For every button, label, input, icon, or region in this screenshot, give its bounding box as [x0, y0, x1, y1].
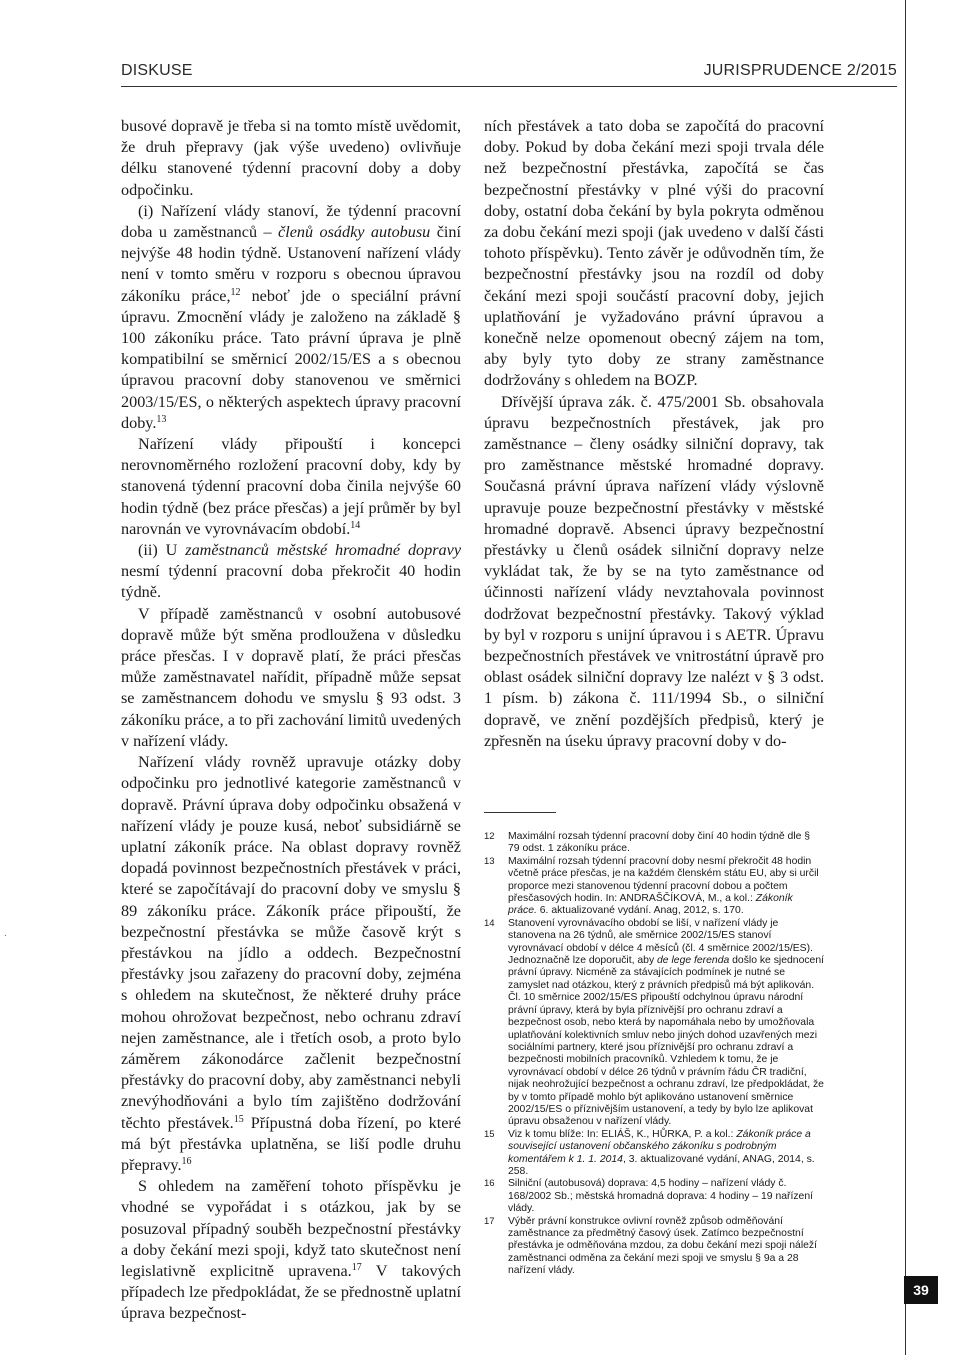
- paragraph: Nařízení vlády rovněž upravuje otázky doby odpočinku pro jednotlivé kategorie zaměstnanců v dopravě. Právní úprava doby odpočinku obsažená v nařízení vlády je pouze kusá, neboť subsidiárně se uplatní zákoník práce. Na oblast dopravy rovněž dopadá povinnost bezpečnostních přestávek v práci, které se započítávají do pracovní doby ve smyslu § 89 zákoníku práce. Zákoník práce připouští, že bezpečnostní přestávka se může časově krýt s přestávkou na jídlo a oddech. Bezpečnostní přestávky jsou zařazeny do pracovní doby, zejména s ohledem na skutečnost, že některé druhy práce mohou ohrožovat bezpečnost, nebo ochranu zdraví nejen zaměstnance, ale i třetích osob, a proto bylo záměrem zákonodárce začlenit bezpečnostní přestávky do pracovní doby, aby zaměstnanci nebyli znevýhodňováni a bylo tím zajištěno dodržování těchto přestávek.$^{15}$ Přípustná doba řízení, po které má být přestávka uplatněna, se liší podle druhu přepravy.$^{16}$: [121, 753, 462, 1174]
- footnote-text: 6. aktualizované vydání. Anag, 2012, s. 170.: [536, 905, 744, 917]
- header-rule: [121, 86, 897, 87]
- footnote-number: 13: [484, 855, 495, 867]
- footnote-16: [484, 1178, 824, 1215]
- paragraph: (i) Nařízení vlády stanoví, že týdenní pracovní doba u zaměstnanců – členů osádky autobusu činí nejvýše 48 hodin týdně. Ustanovení nařízení vlády není v tomto směru v rozporu s obecnou úpravou zákoníku práce,$^{12}$ neboť jde o speciální právní úpravu. Zmocnění vlády je založeno na základě § 100 zákoníku práce. Tato právní úprava je plně kompatibilní se směrnicí 2002/15/ES a s obecnou úpravou pracovní doby stanovenou ve směrnici 2003/15/ES, o některých aspektech úpravy pracovní doby.$^{13}$: [121, 201, 462, 432]
- footnote-17: [484, 1216, 824, 1278]
- right-column: [484, 116, 824, 752]
- footnote-text: , 3. aktualizované vydání, ANAG, 2014, s. 258.: [508, 1153, 815, 1177]
- footnote-text: Maximální rozsah týdenní pracovní doby činí 40 hodin týdně dle § 79 odst. 1 zákoníku práce.: [508, 831, 811, 855]
- footnote-italic-text: de lege ferenda: [657, 955, 730, 967]
- footnote-14: [484, 918, 824, 1129]
- footnote-15: [484, 1129, 824, 1179]
- journal-title: JURISPRUDENCE 2/2015: [703, 62, 897, 79]
- left-column: [121, 116, 461, 1325]
- footnote-italic-text: Zákoník práce a související ustanovení občanského zákoníku s podrobným komentářem k 1. 1. 2014: [508, 1128, 811, 1165]
- stray-mark: .: [4, 928, 7, 939]
- paragraph: ních přestávek a tato doba se započítá do pracovní doby. Pokud by doba čekání mezi spoji trvala déle než bezpečnostní přestávka, započítá se čas bezpečnostní přestávky v plné výši do pracovní doby, ostatní doba čekání by byla pokryta odměnou za dobu čekání mezi spoji (jak uvedeno v další části tohoto příspěvku). Tento závěr je odůvodněn tím, že bezpečnostní přestávky jsou na rozdíl od doby čekání mezi spoji součástí pracovní doby, jejich uplatňování je vyžadováno právní úpravou a konečně nelze opomenout obecný zájem na tom, aby byly tyto doby ze strany zaměstnance dodržovány s ohledem na BOZP.: [484, 117, 824, 390]
- footnote-text: Maximální rozsah týdenní pracovní doby nesmí překročit 48 hodin včetně práce přesčas, je na každém členském státu EU, aby si určil proporce mezi stanovenou týdenní pracovní dobou a počtem přesčasových hodin. In: ANDRAŠČÍKOVÁ, M., a kol.:: [508, 855, 819, 905]
- footnote-number: 14: [484, 917, 495, 929]
- footnote-italic-text: Zákoník práce.: [508, 893, 793, 917]
- footnote-ref[interactable]: 13: [156, 413, 167, 425]
- footnote-ref[interactable]: 12: [230, 286, 241, 298]
- footnote-12: [484, 831, 824, 856]
- paragraph: Nařízení vlády připouští i koncepci nerovnoměrného rozložení pracovní doby, kdy by stanovená týdenní pracovní doba činila nejvýše 60 hodin týdně (bez práce přesčas) a její průměr by byl narovnán ve vyrovnávacím období.$^{14}$: [121, 435, 461, 538]
- footnote-ref[interactable]: 16: [181, 1155, 192, 1167]
- footnote-text: Výběr právní konstrukce ovlivní rovněž způsob odměňování zaměstnance za předmětný časový úsek. Zatímco bezpečnostní přestávka je odměňována mzdou, za dobu čekání mezi spoji náleží zaměstnanci odměna za čekání mezi spoji ve smyslu § 9a a 28 nařízení vlády.: [508, 1215, 818, 1277]
- paragraph: busové dopravě je třeba si na tomto místě uvědomit, že druh přepravy (jak výše uvedeno) ovlivňuje délku stanovené týdenní pracovní doby a doby odpočinku.: [121, 117, 461, 199]
- footnote-13: [484, 856, 824, 918]
- footnote-number: 12: [484, 831, 495, 842]
- paragraph: V případě zaměstnanců v osobní autobusové dopravě může být směna prodloužena v důsledku práce přesčas. I v dopravě platí, že práci přesčas může zaměstnavatel nařídit, případně může sepsat se zaměstnancem dohodu ve smyslu § 93 odst. 3 zákoníku práce, a to při zachování limitů uvedených v nařízení vlády.: [121, 604, 461, 750]
- footnote-text: Silniční (autobusová) doprava: 4,5 hodiny – nařízení vlády č. 168/2002 Sb.; městská hromadná doprava: 4 hodiny – 19 nařízení vlády.: [508, 1178, 813, 1215]
- footnote-number: 17: [484, 1215, 495, 1227]
- footnote-ref[interactable]: 17: [351, 1261, 362, 1273]
- footnote-text: došlo ke sjednocení právní úpravy. Nicméně za stávajících podmínek je nutné se zamyslet nad otázkou, který z právních předpisů má být aplikován. Čl. 10 směrnice 2002/15/ES připouští odchylnou úpravu národní právní úpravy, která by byla příznivější pro ochranu zdraví a bezpečnost osob, nebo která by napomáhala nebo by umožňovala uplatňování kolektivních smluv nebo jiných dohod uzavřených mezi sociálními partnery, které jsou příznivější pro ochranu zdraví a bezpečnosti mobilních pracovníků. Vzhledem k tomu, že je vyrovnávací období v délce 26 týdnů v právním řádu ČR tradiční, nijak neohrožující bezpečnost a ochranu zdraví, lze předpokládat, že by v tomto případě mohlo být aplikováno ustanovení směrnice 2002/15/ES o příznivějším ustanovení, a tedy by bylo lze aplikovat úpravu obsaženou v nařízení vlády.: [508, 955, 824, 1128]
- paragraph: (ii) U zaměstnanců městské hromadné dopravy nesmí týdenní pracovní doba překročit 40 hodin týdně.: [121, 541, 461, 602]
- paragraph: S ohledem na zaměření tohoto příspěvku je vhodné se vypořádat i s otázkou, jak by se posuzoval případný souběh bezpečnostní přestávky a doby čekání mezi spoji, když tato skutečnost není legislativně explicitně upravena.$^{17}$ V takových případech lze předpokládat, že se přednostně uplatní úprava bezpečnost-: [121, 1177, 461, 1323]
- margin-rule: [905, 0, 906, 1355]
- footnote-number: 16: [484, 1178, 495, 1190]
- footnote-ref[interactable]: 14: [350, 519, 361, 531]
- footnote-number: 15: [484, 1128, 495, 1140]
- footnote-text: Stanovení vyrovnávacího období se liší, v nařízení vlády je stanovena na 26 týdnů, ale směrnice 2002/15/ES stanoví vyrovnávací období v délce 4 měsíců (čl. 4 směrnice 2002/15/ES). Jednoznačně lze doporučit, aby: [508, 917, 813, 967]
- section-title: DISKUSE: [121, 62, 193, 79]
- footnote-rule: [484, 812, 556, 813]
- footnotes: [484, 831, 824, 1278]
- page-number: 39: [904, 1276, 938, 1304]
- footnote-ref[interactable]: 15: [233, 1113, 244, 1125]
- paragraph: Dřívější úprava zák. č. 475/2001 Sb. obsahovala úpravu bezpečnostních přestávek, jak pro zaměstnance – členy osádky silniční dopravy, tak pro zaměstnance městské hromadné dopravy. Současná právní úprava nařízení vlády výslovně upravuje pouze bezpečnostní přestávky v městské hromadné dopravě. Absenci úpravy bezpečnostní přestávky u členů osádek silniční dopravy nelze vykládat tak, že by se na tyto zaměstnance od účinnosti nařízení vlády nevztahovala povinnost dodržovat bezpečnostní přestávky. Takový výklad by byl v rozporu s unijní úpravou i s AETR. Úpravu bezpečnostních přestávek ve vnitrostátní úpravě pro oblast osádek silniční dopravy lze nalézt v § 3 odst. 1 písm. b) zákona č. 111/1994 Sb., o silniční dopravě, ve znění pozdějších předpisů, který je zpřesněn na úseku úpravy pracovní doby v do-: [484, 392, 824, 750]
- footnote-text: Viz k tomu blíže: In: ELIÁŠ, K., HŮRKA, P. a kol.:: [508, 1128, 737, 1140]
